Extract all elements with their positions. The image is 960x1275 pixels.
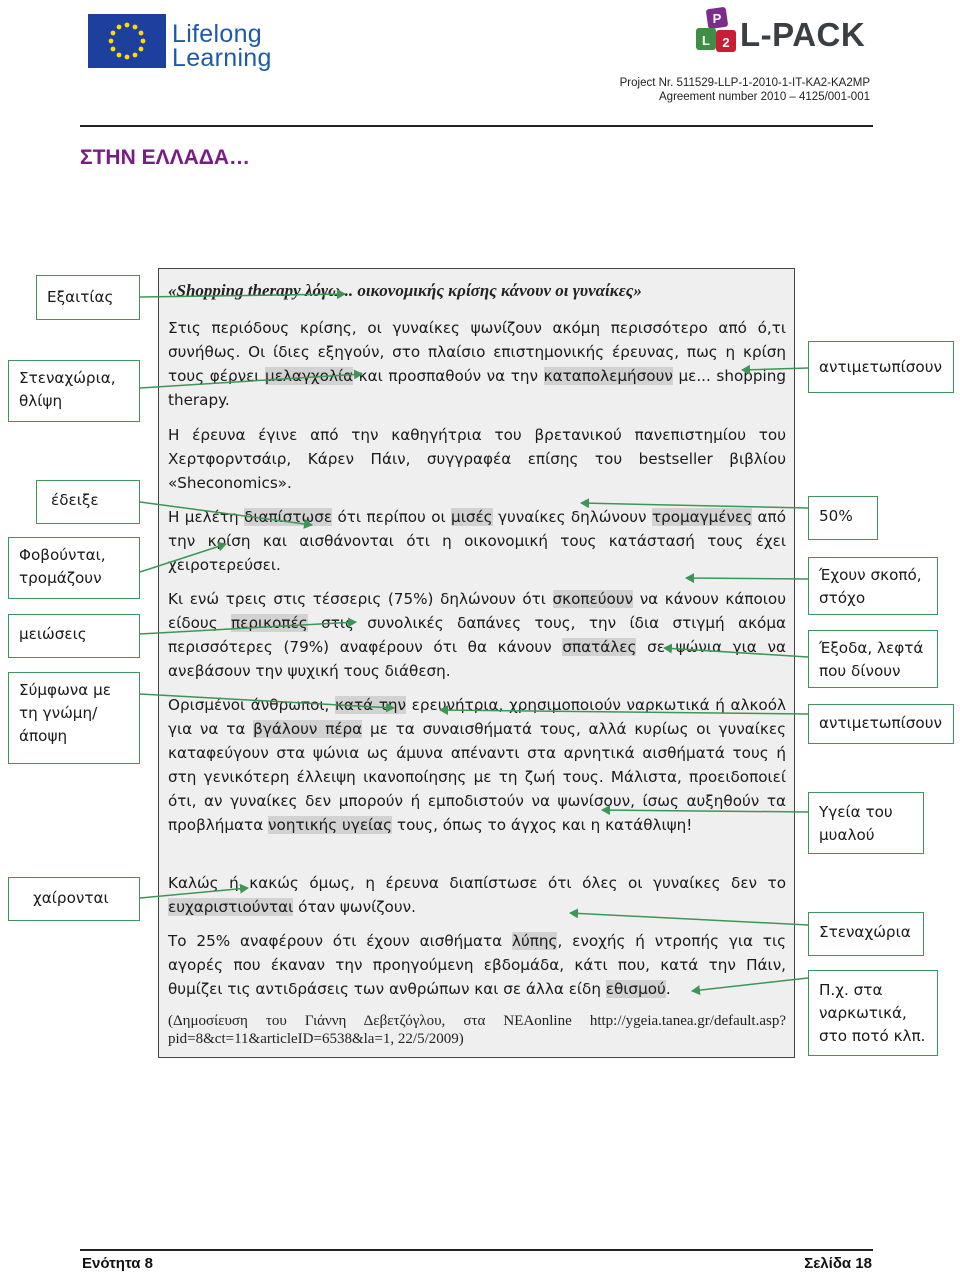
highlight-word: περικοπές — [231, 614, 308, 632]
right-note-fifty-percent: 50% — [808, 496, 878, 540]
highlight-word: διαπίστωσε — [244, 508, 333, 526]
article-paragraph-7: Το 25% αναφέρουν ότι έχουν αισθήματα λύπης, ενοχής ή ντροπής για τις αγορές που έκαναν την προηγούμενη εβδομάδα, κάτι που, κατά την Πάιν, θυμίζει τις αντιδράσεις των ανθρώπων και σε άλλα είδη εθισμού. — [168, 932, 787, 998]
article-title: «Shopping therapy λόγω... οικονομικής κρίσης κάνουν οι γυναίκες» — [168, 281, 642, 300]
article-paragraph-5: Ορισμένοι άνθρωποι, κατά την ερευνήτρια, χρησιμοποιούν ναρκωτικά ή αλκοόλ για να τα βγάλουν πέρα με τα συναισθήματά τους, αλλά κυρίως οι γυναίκες καταφεύγουν στα ψώνια ως άμυνα απέναντι στα αρνητικά αισθήματά τους ή στη γενικότερη έλλειψη ικανοποίησης με τη ζωή τους. Μάλιστα, προειδοποιεί ότι, αν γυναίκες δεν μπορούν ή εμποδιστούν να ψωνίσουν, ίσως αυξηθούν τα προβλήματα νοητικής υγείας τους, όπως το άγχος και η κατάθλιψη! — [168, 696, 787, 834]
highlight-word: μισές — [451, 508, 493, 526]
lifelong-word: Lifelong — [172, 20, 262, 48]
highlight-word: κατά την — [334, 696, 406, 714]
section-heading: ΣΤΗΝ ΕΛΛΑΔΑ… — [80, 146, 251, 169]
right-note-cope-2: αντιμετωπίσουν — [808, 704, 954, 744]
highlight-word: λύπης — [511, 932, 558, 950]
highlight-word: σκοπεύουν — [552, 590, 634, 608]
article-paragraph-6: Καλώς ή κακώς όμως, η έρευνα διαπίστωσε ότι όλες οι γυναίκες δεν το ευχαριστιούνται όταν ψωνίζουν. — [168, 874, 786, 916]
right-note-mental-health: Υγεία του μυαλού — [808, 792, 924, 854]
right-note-expenses: Έξοδα, λεφτά που δίνουν — [808, 630, 938, 688]
highlight-word: τρομαγμένες — [651, 508, 753, 526]
highlight-word: βγάλουν πέρα — [253, 720, 363, 738]
highlight-word: εθισμού — [605, 980, 666, 998]
highlight-word: σπατάλες — [562, 638, 637, 656]
left-note-showed: έδειξε — [36, 480, 140, 524]
lpack-name: L-PACK — [740, 16, 866, 53]
article-source: (Δημοσίευση του Γιάννη Δεβετζόγλου, στα NEAonline http://ygeia.tanea.gr/default.asp?pid=8&ct=11&articleID=6538&la=1, 22/5/2009) — [168, 1013, 786, 1047]
project-number: Project Nr. 511529-LLP-1-2010-1-IT-KA2-KA2MP — [619, 77, 870, 89]
project-info — [560, 76, 870, 104]
highlight-word: νοητικής υγείας — [268, 816, 393, 834]
article-paragraph-1: Στις περιόδους κρίσης, οι γυναίκες ψωνίζουν ακόμη περισσότερο από ό,τι συνήθως. Οι ίδιες εξηγούν, στο πλαίσιο επιστημονικής έρευνας, πως η κρίση τους φέρνει μελαγχολία και προσπαθούν να την καταπολεμήσουν με... shopping therapy. — [168, 319, 786, 409]
right-note-cope-1: αντιμετωπίσουν — [808, 341, 954, 393]
learning-word: Learning — [172, 44, 272, 72]
lpack-badge-p: P — [712, 11, 722, 26]
lpack-badge-2: 2 — [722, 35, 730, 50]
highlight-word: ευχαριστιούνται — [168, 898, 294, 916]
footer-page-number: Σελίδα 18 — [804, 1255, 872, 1272]
lpack-badge-l: L — [702, 33, 710, 48]
article-paragraph-4: Κι ενώ τρεις στις τέσσερις (75%) δηλώνουν ότι σκοπεύουν να κάνουν κάποιου είδους περικοπές στις συνολικές δαπάνες τους, την ίδια στιγμή ακόμα περισσότερες (79%) αναφέρουν ότι θα κάνουν σπατάλες σε ψώνια για να ανεβάσουν την ψυχική τους διάθεση. — [168, 590, 787, 680]
article-paragraph-3: Η μελέτη διαπίστωσε ότι περίπου οι μισές γυναίκες δηλώνουν τρομαγμένες από την κρίση και αισθάνονται ότι η οικονομική τους κατάστασή τους έχει χειροτερεύσει. — [168, 508, 786, 574]
left-note-enjoy: χαίρονται — [8, 877, 140, 921]
highlight-word: καταπολεμήσουν — [543, 367, 673, 385]
agreement-number: Agreement number 2010 – 4125/001-001 — [659, 91, 870, 103]
header-divider — [80, 125, 873, 127]
left-note-sadness: Στεναχώρια, θλίψη — [8, 360, 140, 422]
right-note-sorrow: Στεναχώρια — [808, 912, 924, 956]
left-note-cuts: μειώσεις — [8, 614, 140, 658]
left-note-frightened: Φοβούνται, τρομάζουν — [8, 537, 140, 599]
left-note-according-to: Σύμφωνα με τη γνώμη/ άποψη — [8, 672, 140, 764]
left-note-because: Εξαιτίας — [36, 275, 140, 320]
right-note-intend: Έχουν σκοπό, στόχο — [808, 557, 938, 615]
highlight-word: μελαγχολία — [265, 367, 354, 385]
footer-divider — [80, 1249, 873, 1251]
article-paragraph-2: Η έρευνα έγινε από την καθηγήτρια του βρετανικού πανεπιστημίου του Χερτφορντσάιρ, Κάρεν Πάιν, συγγραφέα επίσης του bestseller βιβλίου «Sheconomics». — [168, 426, 786, 492]
right-note-addictions: Π.χ. στα ναρκωτικά, στο ποτό κλπ. — [808, 970, 938, 1056]
footer-unit: Ενότητα 8 — [82, 1255, 153, 1272]
lifelong-learning-logo-text — [172, 22, 272, 70]
eu-flag-logo — [88, 14, 166, 68]
